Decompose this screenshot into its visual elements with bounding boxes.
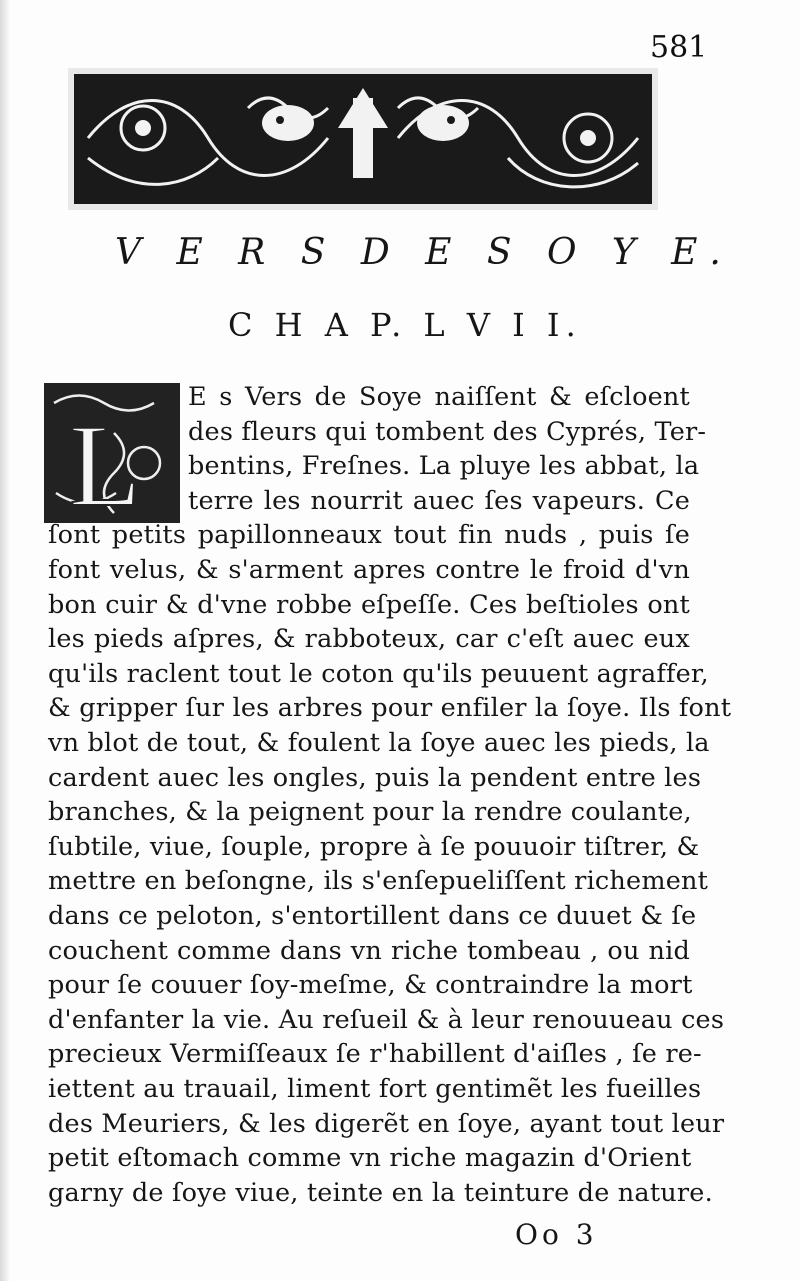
ornamental-headpiece xyxy=(68,68,658,210)
text-line: bentins, Freſnes. La pluye les abbat, la xyxy=(188,451,700,482)
text-line: couchent comme dans vn riche tombeau , ou nid xyxy=(48,935,690,966)
page-number: 581 xyxy=(650,30,708,65)
text-line: cardent auec les ongles, puis la pendent entre les xyxy=(48,762,702,793)
text-line: des Meuriers, & les digerẽt en ſoye, ayant tout leur xyxy=(48,1108,725,1139)
text-line: vn blot de tout, & foulent la ſoye auec les pieds, la xyxy=(48,728,710,758)
text-line: dans ce peloton, s'entortillent dans ce duuet & ſe xyxy=(48,901,697,931)
text-line: d'enfanter la vie. Au reſueil & à leur renouueau ces xyxy=(48,1004,725,1035)
text-line: les pieds aſpres, & rabboteux, car c'eſt auec eux xyxy=(48,624,690,655)
text-line: ſubtile, viue, ſouple, propre à ſe pouuoir tiſtrer, & xyxy=(48,831,700,862)
text-line: bon cuir & d'vne robbe eſpeſſe. Ces beſtioles ont xyxy=(48,589,690,620)
text-line: mettre en beſongne, ils s'enſepueliſſent richement xyxy=(48,866,709,897)
signature-mark: Oo 3 xyxy=(515,1218,598,1251)
text-line: qu'ils raclent tout le coton qu'ils peuuent agraffer, xyxy=(48,658,709,689)
text-line: petit eſtomach comme vn riche magazin d'Orient xyxy=(48,1143,692,1174)
text-line: E s Vers de Soye naiſſent & eſcloent xyxy=(188,382,690,412)
text-line: precieux Vermiſſeaux ſe r'habillent d'aiſles , ſe re- xyxy=(48,1039,702,1070)
text-line: font velus, & s'arment apres contre le froid d'vn xyxy=(48,555,690,585)
text-line: garny de ſoye viue, teinte en la teinture de nature. xyxy=(48,1177,713,1208)
page-edge-shadow xyxy=(0,0,10,1281)
drop-cap-letter: L xyxy=(69,400,142,523)
text-line: iettent au trauail, liment fort gentimẽt les fueilles xyxy=(48,1074,702,1104)
chapter-title: C H A P. L V I I. xyxy=(228,306,582,344)
text-line: & gripper ſur les arbres pour enfiler la ſoye. Ils font xyxy=(48,693,732,724)
text-line: terre les nourrit auec ſes vapeurs. Ce xyxy=(188,485,690,516)
text-line: branches, & la peignent pour la rendre coulante, xyxy=(48,797,692,828)
text-line: ſont petits papillonneaux tout fin nuds , puis ſe xyxy=(48,520,690,551)
running-title: V E R S D E S O Y E. xyxy=(115,232,733,273)
text-line: des fleurs qui tombent des Cyprés, Ter- xyxy=(188,416,707,447)
decorated-initial xyxy=(44,383,180,523)
decorated-initial-frame xyxy=(44,383,180,523)
text-line: pour ſe couuer ſoy-meſme, & contraindre la mort xyxy=(48,970,693,1001)
